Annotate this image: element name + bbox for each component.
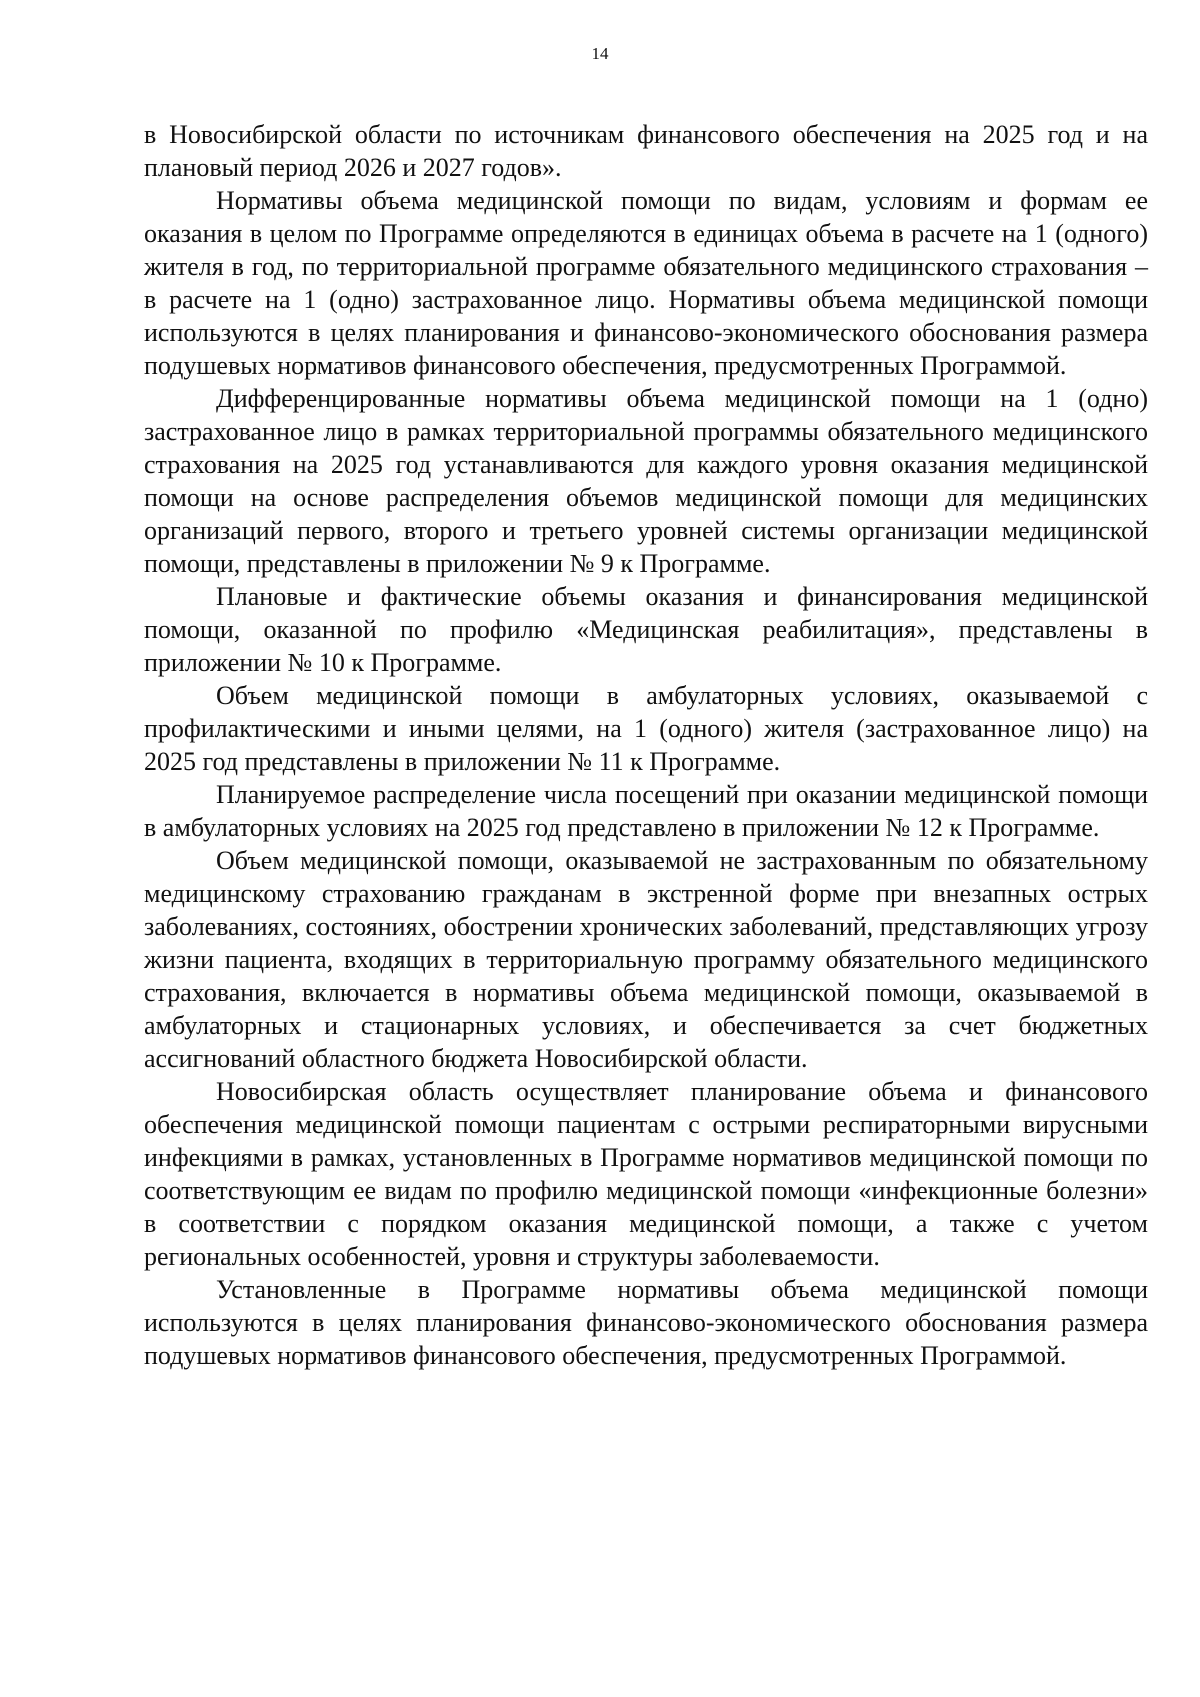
document-body <box>144 118 1148 1372</box>
paragraph-2: Нормативы объема медицинской помощи по видам, условиям и формам ее оказания в целом по Программе определяются в единицах объема в расчете на 1 (одного) жителя в год, по территориальной программе обязательного медицинского страхования – в расчете на 1 (одно) застрахованное лицо. Нормативы объема медицинской помощи используются в целях планирования и финансово-экономического обоснования размера подушевых нормативов финансового обеспечения, предусмотренных Программой. <box>144 186 1148 380</box>
paragraph-3: Дифференцированные нормативы объема медицинской помощи на 1 (одно) застрахованное лицо в рамках территориальной программы обязательного медицинского страхования на 2025 год устанавливаются для каждого уровня оказания медицинской помощи на основе распределения объемов медицинской помощи для медицинских организаций первого, второго и третьего уровней системы организации медицинской помощи, представлены в приложении № 9 к Программе. <box>144 384 1148 578</box>
paragraph-8: Новосибирская область осуществляет планирование объема и финансового обеспечения медицинской помощи пациентам с острыми респираторными вирусными инфекциями в рамках, установленных в Программе нормативов медицинской помощи по соответствующим ее видам по профилю медицинской помощи «инфекционные болезни» в соответствии с порядком оказания медицинской помощи, а также с учетом региональных особенностей, уровня и структуры заболеваемости. <box>144 1077 1148 1271</box>
page-number: 14 <box>591 44 609 63</box>
paragraph-7: Объем медицинской помощи, оказываемой не застрахованным по обязательному медицинскому страхованию гражданам в экстренной форме при внезапных острых заболеваниях, состояниях, обострении хронических заболеваний, представляющих угрозу жизни пациента, входящих в территориальную программу обязательного медицинского страхования, включается в нормативы объема медицинской помощи, оказываемой в амбулаторных и стационарных условиях, и обеспечивается за счет бюджетных ассигнований областного бюджета Новосибирской области. <box>144 846 1148 1073</box>
paragraph-9: Установленные в Программе нормативы объема медицинской помощи используются в целях планирования финансово-экономического обоснования размера подушевых нормативов финансового обеспечения, предусмотренных Программой. <box>144 1275 1148 1370</box>
paragraph-1: в Новосибирской области по источникам финансового обеспечения на 2025 год и на плановый период 2026 и 2027 годов». <box>144 120 1148 182</box>
paragraph-5: Объем медицинской помощи в амбулаторных условиях, оказываемой с профилактическими и иными целями, на 1 (одного) жителя (застрахованное лицо) на 2025 год представлены в приложении № 11 к Программе. <box>144 681 1148 776</box>
paragraph-4: Плановые и фактические объемы оказания и финансирования медицинской помощи, оказанной по профилю «Медицинская реабилитация», представлены в приложении № 10 к Программе. <box>144 582 1148 677</box>
paragraph-6: Планируемое распределение числа посещений при оказании медицинской помощи в амбулаторных условиях на 2025 год представлено в приложении № 12 к Программе. <box>144 780 1148 842</box>
